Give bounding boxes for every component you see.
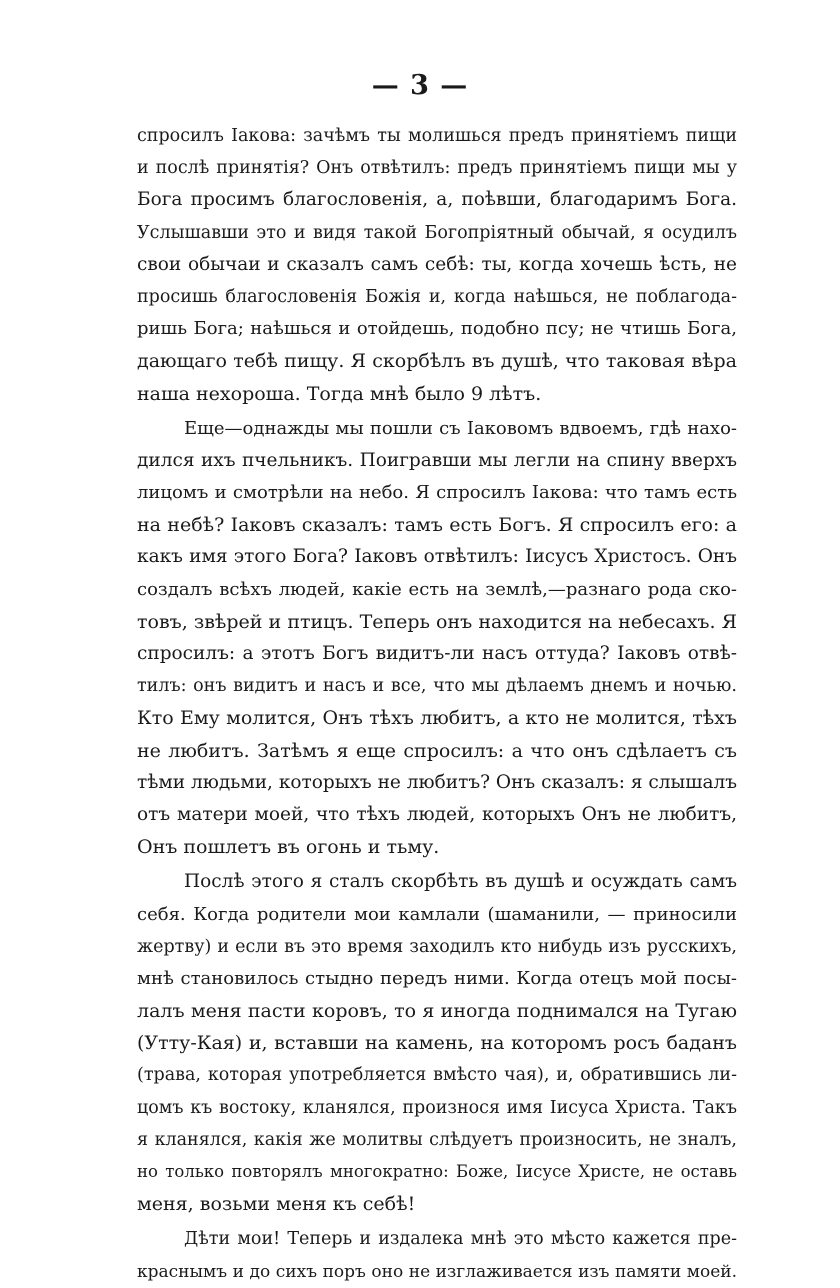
text-line: меня, возьми меня къ себѣ! — [137, 1193, 416, 1216]
text-line: не любитъ. Затѣмъ я еще спросилъ: а что онъ сдѣлаетъ съ — [137, 739, 737, 762]
text-line: создалъ всѣхъ людей, какіе есть на землѣ,—разнаго рода ско- — [137, 578, 737, 600]
text-line: себя. Когда родители мои камлали (шаманили, — приносили — [137, 903, 737, 925]
text-line: (Утту-Кая) и, вставши на камень, на которомъ росъ баданъ — [137, 1032, 737, 1055]
text-line: мнѣ становилось стыдно передъ ними. Когда отецъ мой посы- — [137, 967, 737, 989]
text-line: дился ихъ пчельникъ. Поигравши мы легли на спину вверхъ — [137, 449, 737, 471]
text-line: (трава, которая употребляется вмѣсто чая), и, обратившись ли- — [137, 1065, 737, 1086]
text-line: Бога просимъ благословенія, а, поѣвши, благодаримъ Бога. — [137, 189, 737, 211]
text-line: наша нехороша. Тогда мнѣ было 9 лѣтъ. — [137, 382, 542, 405]
text-line: отъ матери моей, что тѣхъ людей, которыхъ Онъ не любитъ, — [137, 803, 737, 825]
text-line: свои обычаи и сказалъ самъ себѣ: ты, когда хочешь ѣсть, не — [137, 253, 737, 275]
text-line: лалъ меня пасти коровъ, то я иногда поднимался на Тугаю — [137, 1000, 737, 1023]
text-line: но только повторялъ многократно: Боже, Іисусе Христе, не оставь — [137, 1162, 737, 1181]
body-text — [137, 120, 737, 1288]
text-line: краснымъ и до сихъ поръ оно не изглаживается изъ памяти моей. — [137, 1261, 737, 1282]
paragraph-start-line: Дѣти мои! Теперь и издалека мнѣ это мѣсто кажется пре- — [184, 1229, 737, 1250]
text-line: какъ имя этого Бога? Іаковъ отвѣтилъ: Іисусъ Христосъ. Онъ — [137, 546, 737, 568]
text-line: спросилъ: а этотъ Богъ видитъ-ли насъ оттуда? Іаковъ отвѣ- — [137, 643, 737, 664]
text-line: лицомъ и смотрѣли на небо. Я спросилъ Іакова: что тамъ есть — [137, 482, 737, 504]
text-line: и послѣ принятія? Онъ отвѣтилъ: предъ принятіемъ пищи мы у — [137, 158, 737, 179]
text-line: цомъ къ востоку, кланялся, произнося имя Іисуса Христа. Такъ — [137, 1097, 737, 1118]
text-line: товъ, звѣрей и птицъ. Теперь онъ находится на небесахъ. Я — [137, 610, 737, 633]
text-line: жертву) и если въ это время заходилъ кто нибудь изъ русскихъ, — [137, 936, 737, 957]
text-line: Кто Ему молится, Онъ тѣхъ любитъ, а кто не молится, тѣхъ — [137, 707, 737, 730]
text-line: на небѣ? Іаковъ сказалъ: тамъ есть Богъ. Я спросилъ его: а — [137, 514, 737, 537]
text-line: ришь Бога; наѣшься и отойдешь, подобно псу; не чтишь Бога, — [137, 318, 737, 340]
paragraph-start-line: Еще—однажды мы пошли съ Іаковомъ вдвоемъ, гдѣ нахо- — [184, 417, 737, 439]
text-line: Онъ пошлетъ въ огонь и тьму. — [137, 836, 440, 859]
text-line: спросилъ Іакова: зачѣмъ ты молишься предъ принятіемъ пищи — [137, 126, 737, 146]
text-line: тилъ: онъ видитъ и насъ и все, что мы дѣлаемъ днемъ и ночью. — [137, 676, 737, 697]
text-line: я кланялся, какія же молитвы слѣдуетъ произносить, не зналъ, — [137, 1129, 737, 1150]
text-line: просишь благословенія Божія и, когда наѣшься, не поблагода- — [137, 286, 737, 307]
page-number: — 3 — — [371, 70, 469, 101]
text-line: дающаго тебѣ пищу. Я скорбѣлъ въ душѣ, что таковая вѣра — [137, 350, 737, 373]
text-line: тѣми людьми, которыхъ не любитъ? Онъ сказалъ: я слышалъ — [137, 771, 737, 793]
text-line: Услышавши это и видя такой Богопріятный обычай, я осудилъ — [137, 222, 737, 243]
paragraph-start-line: Послѣ этого я сталъ скорбѣть въ душѣ и осуждать самъ — [184, 871, 737, 893]
